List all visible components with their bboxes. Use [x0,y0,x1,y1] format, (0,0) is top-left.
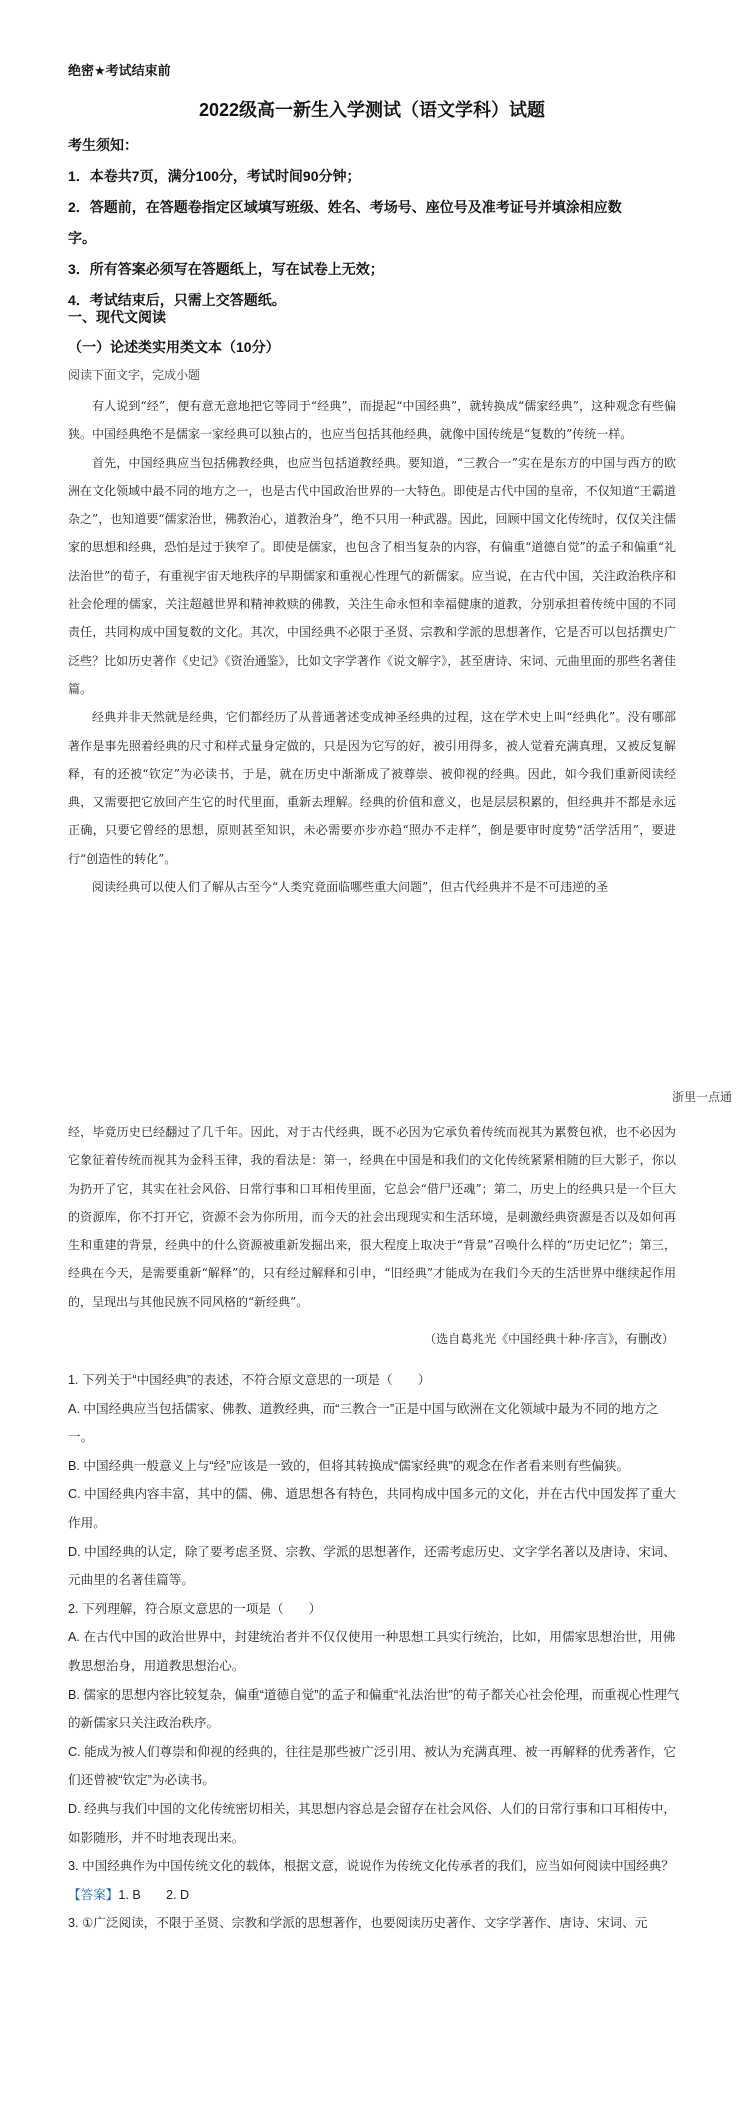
passage-paragraph: 阅读经典可以使人们了解从古至今“人类究竟面临哪些重大问题”，但古代经典并不是不可违逆的圣 [92,880,609,895]
question-option: D. 经典与我们中国的文化传统密切相关，其思想内容总是会留存在社会风俗、人们的日常行事和口耳相传中，如影随形，并不时地表现出来。 [68,1801,676,1845]
section-subtitle: （一）论述类实用类文本（10分） [68,339,280,355]
notice-heading: 考生须知： [68,137,138,153]
notice-block [68,130,678,316]
reading-passage-continued [68,1118,676,1316]
question-option: C. 中国经典内容丰富，其中的儒、佛、道思想各有特色，共同构成中国多元的文化，并在古代中国发挥了重大作用。 [68,1487,676,1530]
notice-item: 字。 [68,230,96,246]
reading-passage [68,392,676,901]
secret-label: 绝密★考试结束前 [68,63,171,78]
question-option: A. 中国经典应当包括儒家、佛教、道教经典，而“三教合一”正是中国与欧洲在文化领域中最为不同的地方之一。 [68,1401,659,1445]
question-option: D. 中国经典的认定，除了要考虑圣贤、宗教、学派的思想著作，还需考虑历史、文字学名著以及唐诗、宋词、元曲里的名著佳篇等。 [68,1544,676,1588]
answer-q3: 3. ①广泛阅读，不限于圣贤、宗教和学派的思想著作，也要阅读历史著作、文字学著作、唐诗、宋词、元 [68,1916,648,1931]
page-title: 2022级高一新生入学测试（语文学科）试题 [198,100,546,120]
watermark: 浙里一点通 [671,1090,732,1104]
question-option: C. 能成为被人们尊崇和仰视的经典的，往往是那些被广泛引用、被认为充满真理、被一再解释的优秀著作，它们还曾被“钦定”为必读书。 [68,1744,676,1788]
passage-paragraph: 有人说到“经”，便有意无意地把它等同于“经典”，而提起“中国经典”，就转换成“儒家经典”，这种观念有些偏狭。中国经典绝不是儒家一家经典可以独占的，也应当包括其他经典，就像中国传统是“复数的”传统一样。 [68,399,676,442]
answer-text: 1. B 2. D [118,1887,190,1902]
question-stem: 3. 中国经典作为中国传统文化的载体，根据文意，说说作为传统文化传承者的我们，应当如何阅读中国经典？ [68,1859,674,1874]
notice-item: 2．答题前，在答题卷指定区域填写班级、姓名、考场号、座位号及准考证号并填涂相应数 [68,199,622,215]
question-stem: 1. 下列关于“中国经典”的表述，不符合原文意思的一项是（ ） [68,1373,431,1387]
question-option: A. 在古代中国的政治世界中，封建统治者并不仅仅使用一种思想工具实行统治，比如，用儒家思想治世，用佛教思想治身，用道教思想治心。 [68,1630,676,1673]
question-option: B. 中国经典一般意义上与“经”应该是一致的，但将其转换成“儒家经典”的观念在作者看来则有些偏狭。 [68,1458,630,1473]
notice-item: 1．本卷共7页，满分100分，考试时间90分钟； [68,168,361,184]
passage-paragraph: 经，毕竟历史已经翻过了几千年。因此，对于古代经典，既不必因为它承负着传统而视其为累赘包袱，也不必因为它象征着传统而视其为金科玉律，我的看法是：第一，经典在中国是和我们的文化传统紧紧相随的巨大影子，你以为扔开了它，其实在社会风俗、日常行事和口耳相传里面，它总会“借尸还魂”；第二，历史上的经典只是一个巨大的资源库，你不打开它，资源不会为你所用，而今天的社会出现现实和生活环境，是刺激经典资源是否以及如何再生和重建的背景，经典中的什么资源被重新发掘出来，很大程度上取决于“背景”召唤什么样的“历史记忆”；第三，经典在今天，是需要重新“解释”的，只有经过解释和引申，“旧经典”才能成为在我们今天的生活世界中继续起作用的，呈现出与其他民族不同风格的“新经典”。 [68,1125,676,1309]
answer-line [68,1881,680,1910]
section-title: 一、现代文阅读 [68,309,166,325]
passage-source: （选自葛兆光《中国经典十种·序言》，有删改） [424,1332,674,1346]
notice-item: 4．考试结束后，只需上交答题纸。 [68,292,286,308]
section-instruction: 阅读下面文字，完成小题 [68,368,201,382]
question-stem: 2. 下列理解，符合原文意思的一项是（ ） [68,1601,322,1616]
question-option: B. 儒家的思想内容比较复杂，偏重“道德自觉”的孟子和偏重“礼法治世”的荀子都关心社会伦理，而重视心性理气的新儒家只关注政治秩序。 [68,1687,680,1731]
questions-block [68,1366,680,1938]
passage-paragraph: 首先，中国经典应当包括佛教经典，也应当包括道教经典。要知道，“三教合一”实在是东方的中国与西方的欧洲在文化领域中最不同的地方之一，也是古代中国政治世界的一大特色。即使是古代中国的皇帝，不仅知道“王霸道杂之”，也知道要“儒家治世，佛教治心，道教治身”，绝不只用一种武器。因此，回顾中国文化传统时，仅仅关注儒家的思想和经典，恐怕是过于狭窄了。即使是儒家，也包含了相当复杂的内容，有偏重“道德自觉”的孟子和偏重“礼法治世”的荀子，有重视宇宙天地秩序的早期儒家和重视心性理气的新儒家。应当说，在古代中国，关注政治秩序和社会伦理的儒家，关注超越世界和精神救赎的佛教，关注生命永恒和幸福健康的道教，分别承担着传统中国的不同责任，共同构成中国复数的文化。其次，中国经典不必限于圣贤、宗教和学派的思想著作，它是否可以包括撰史广泛些？比如历史著作《史记》《资治通鉴》，比如文字学著作《说文解字》，甚至唐诗、宋词、元曲里面的那些名著佳篇。 [68,455,676,696]
passage-paragraph: 经典并非天然就是经典，它们都经历了从普通著述变成神圣经典的过程，这在学术史上叫“经典化”。没有哪部著作是事先照着经典的尺寸和样式量身定做的，只是因为它写的好，被引用得多，被人觉着充满真理，又被反复解释，有的还被“钦定”为必读书，于是，就在历史中渐渐成了被尊崇、被仰视的经典。因此，如今我们重新阅读经典，又需要把它放回产生它的时代里面，重新去理解。经典的价值和意义，也是层层积累的，但经典并不都是永远正确，只要它曾经的思想，原则甚至知识，未必需要亦步亦趋“照办不走样”，倒是要审时度势“活学活用”，要进行“创造性的转化”。 [68,710,676,866]
answer-tag: 【答案】 [68,1887,119,1902]
notice-item: 3．所有答案必须写在答题纸上，写在试卷上无效； [68,261,384,277]
